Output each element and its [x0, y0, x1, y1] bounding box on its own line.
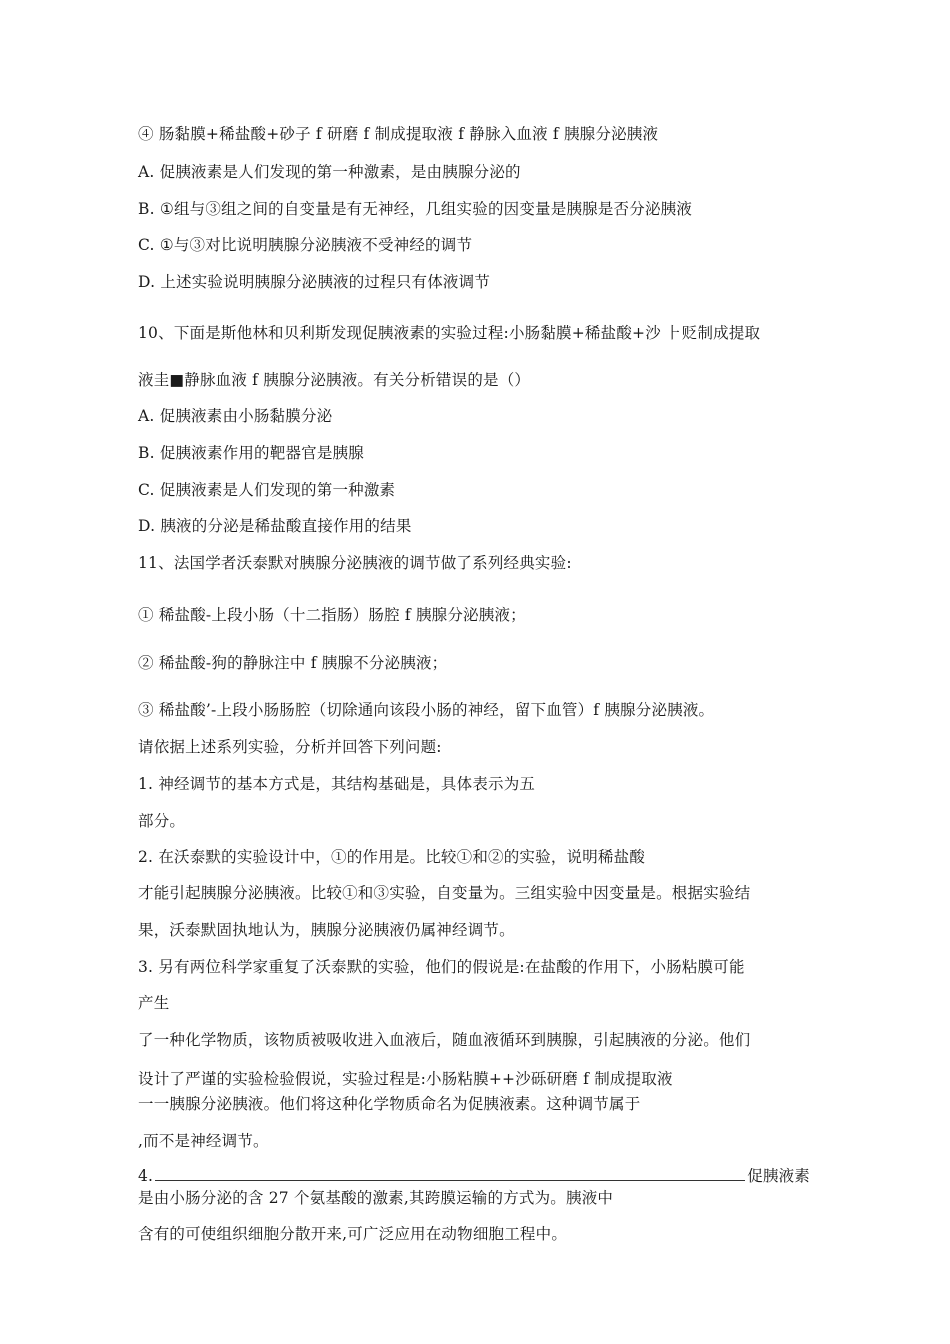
q10-option-a: A. 促胰液素由小肠黏膜分泌 [138, 407, 333, 425]
q11-part-3-line-1: 3. 另有两位科学家重复了沃泰默的实验，他们的假说是:在盐酸的作用下，小肠粘膜可能 [138, 958, 745, 976]
q11-experiment-3: ③ 稀盐酸’-上段小肠肠腔（切除通向该段小肠的神经，留下血管）f 胰腺分泌胰液。 [138, 701, 715, 719]
q10-option-b: B. 促胰液素作用的靶器官是胰腺 [138, 444, 364, 462]
q11-experiment-1: ① 稀盐酸-上段小肠（十二指肠）肠腔 f 胰腺分泌胰液； [138, 606, 526, 624]
q11-part-1-line-2: 部分。 [138, 812, 186, 830]
q11-part-3-line-5: 一一胰腺分泌胰液。他们将这种化学物质命名为促胰液素。这种调节属于 [138, 1095, 641, 1113]
q11-part-1-line-1: 1. 神经调节的基本方式是，其结构基础是，具体表示为五 [138, 775, 536, 793]
q11-part-3-line-6: ,而不是神经调节。 [138, 1132, 269, 1150]
answer-blank[interactable] [155, 1166, 745, 1181]
q11-part-4-line-2: 是由小肠分泌的含 27 个氨基酸的激素,其跨膜运输的方式为。胰液中 [138, 1189, 614, 1207]
q11-part-3-line-3: 了一种化学物质，该物质被吸收进入血液后，随血液循环到胰腺，引起胰液的分泌。他们 [138, 1031, 751, 1049]
q11-stem: 11、法国学者沃泰默对胰腺分泌胰液的调节做了系列经典实验: [138, 554, 572, 572]
q11-part-2-line-2: 才能引起胰腺分泌胰液。比较①和③实验，自变量为。三组实验中因变量是。根据实验结 [138, 884, 751, 902]
q11-part-3-line-2: 产生 [138, 994, 170, 1012]
q11-part-3-line-4: 设计了严谨的实验检验假说，实验过程是:小肠粘膜++沙砾研磨 f 制成提取液 [138, 1070, 673, 1088]
q9-option-b: B. ①组与③组之间的自变量是有无神经，几组实验的因变量是胰腺是否分泌胰液 [138, 200, 693, 218]
q11-part-4-line-3: 含有的可使组织细胞分散开来,可广泛应用在动物细胞工程中。 [138, 1225, 568, 1243]
q9-option-d: D. 上述实验说明胰腺分泌胰液的过程只有体液调节 [138, 273, 491, 291]
q10-option-c: C. 促胰液素是人们发现的第一种激素 [138, 481, 396, 499]
q11-part-2-line-1: 2. 在沃泰默的实验设计中，①的作用是。比较①和②的实验，说明稀盐酸 [138, 848, 646, 866]
q9-option-a: A. 促胰液素是人们发现的第一种激素，是由胰腺分泌的 [138, 163, 521, 181]
q11-part-4-tail: 促胰液素 [747, 1167, 811, 1185]
q9-option-c: C. ①与③对比说明胰腺分泌胰液不受神经的调节 [138, 236, 473, 254]
q10-option-d: D. 胰液的分泌是稀盐酸直接作用的结果 [138, 517, 412, 535]
q10-stem-line-2: 液圭■静脉血液 f 胰腺分泌胰液。有关分析错误的是（） [138, 371, 531, 389]
q11-prompt: 请依据上述系列实验，分析并回答下列问题: [138, 738, 442, 756]
q11-experiment-2: ② 稀盐酸-狗的静脉注中 f 胰腺不分泌胰液； [138, 654, 448, 672]
q9-item-4: ④ 肠黏膜+稀盐酸+砂子 f 研磨 f 制成提取液 f 静脉入血液 f 胰腺分泌胰液 [138, 125, 659, 143]
q11-part-4-number: 4. [138, 1167, 154, 1185]
q11-part-2-line-3: 果，沃泰默固执地认为，胰腺分泌胰液仍属神经调节。 [138, 921, 515, 939]
q11-part-4-line-1 [138, 1164, 810, 1186]
q10-stem-line-1: 10、下面是斯他林和贝利斯发现促胰液素的实验过程:小肠黏膜+稀盐酸+沙 ⺊贬制成提取 [138, 324, 761, 342]
